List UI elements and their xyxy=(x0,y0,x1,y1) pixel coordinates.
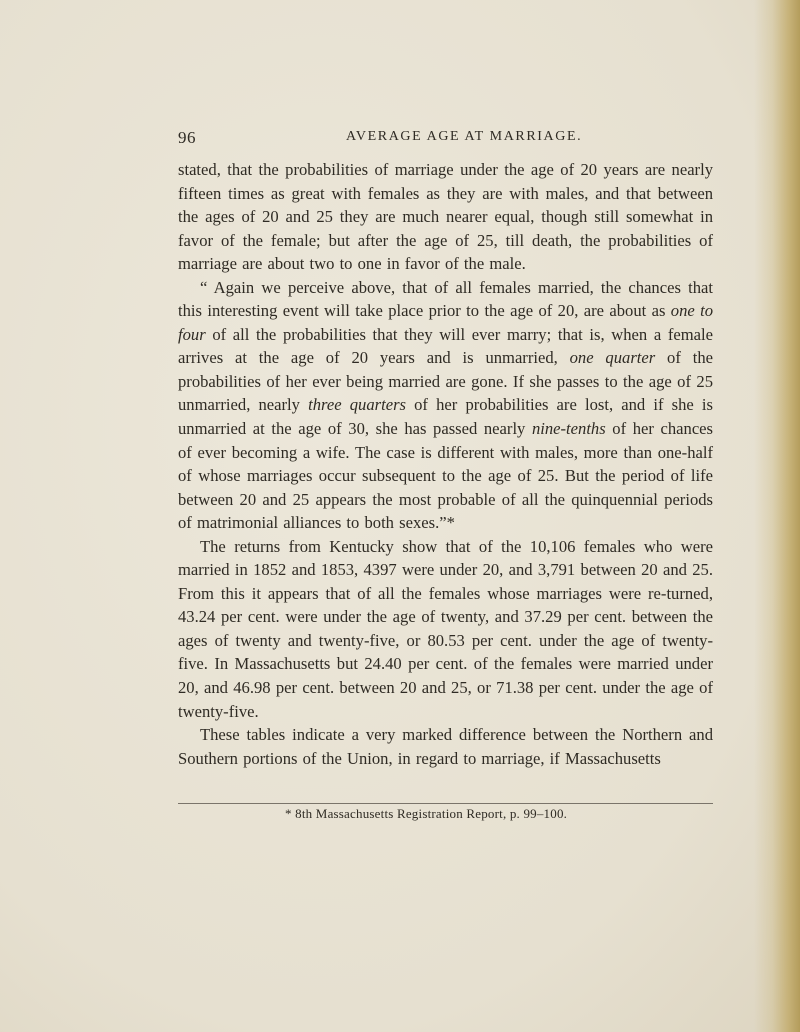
paragraph-2-text-d: of her probabilities are lost, and if she is unmarried at the age of 30, she has passed nearly xyxy=(178,395,713,439)
emphasis-one-to-four: one to four xyxy=(178,301,714,344)
footnote: * 8th Massachusetts Registration Report, p. 99–100. xyxy=(285,806,568,821)
paragraph-2 xyxy=(178,276,713,535)
paragraph-2-text-c: of the probabilities of her ever being married are gone. If she passes to the age of 25 unmarried, nearly xyxy=(178,348,713,415)
page-edge-shadow xyxy=(754,0,800,1032)
emphasis-three-quarters: three quarters xyxy=(308,395,406,415)
page-number: 96 xyxy=(178,128,196,147)
body-text xyxy=(178,158,713,770)
paragraph-1 xyxy=(178,158,713,276)
emphasis-nine-tenths: nine-tenths xyxy=(531,419,606,439)
footnote-divider xyxy=(178,803,713,804)
paragraph-2-text-a: “ Again we perceive above, that of all females married, the chances that this interesting event will take place prior to the age of 20, are about as xyxy=(178,277,713,321)
paragraph-2-text-e: of her chances of ever becoming a wife. The case is different with males, more than one-half of whose marriages occur subsequent to the age of 25. But the period of life between 20 and 25 appears the most probable of all the quinquennial periods of matrimonial alliances to both sexes.”* xyxy=(178,419,714,533)
paragraph-3 xyxy=(178,535,713,723)
paragraph-1-text: stated, that the probabilities of marriage under the age of 20 years are nearly fifteen times as great with females as they are with males, and that between the ages of 20 and 25 they are much nearer equal, though still somewhat in favor of the female; but after the age of 25, till death, the probabilities of marriage are about two to one in favor of the male. xyxy=(178,160,713,274)
page-header xyxy=(178,128,713,152)
emphasis-one-quarter: one quarter xyxy=(569,348,656,368)
running-head: AVERAGE AGE AT MARRIAGE. xyxy=(346,129,583,144)
paragraph-2-text-b: of all the probabilities that they will ever marry; that is, when a female arrives at the age of 20 years and is unmarried, xyxy=(178,324,713,368)
paragraph-3-text: The returns from Kentucky show that of the 10,106 females who were married in 1852 and 1853, 4397 were under 20, and 3,791 between 20 and 25. From this it appears that of all the females whose marriages were re-turned, 43.24 per cent. were under the age of twenty, and 37.29 per cent. between the ages of twenty and twenty-five, or 80.53 per cent. under the age of twenty-five. In Massachusetts but 24.40 per cent. of the females were married under 20, and 46.98 per cent. between 20 and 25, or 71.38 per cent. under the age of twenty-five. xyxy=(178,536,713,721)
paragraph-4-text: These tables indicate a very marked difference between the Northern and Southern portions of the Union, in regard to marriage, if Massachusetts xyxy=(178,725,713,768)
paragraph-4 xyxy=(178,723,713,770)
